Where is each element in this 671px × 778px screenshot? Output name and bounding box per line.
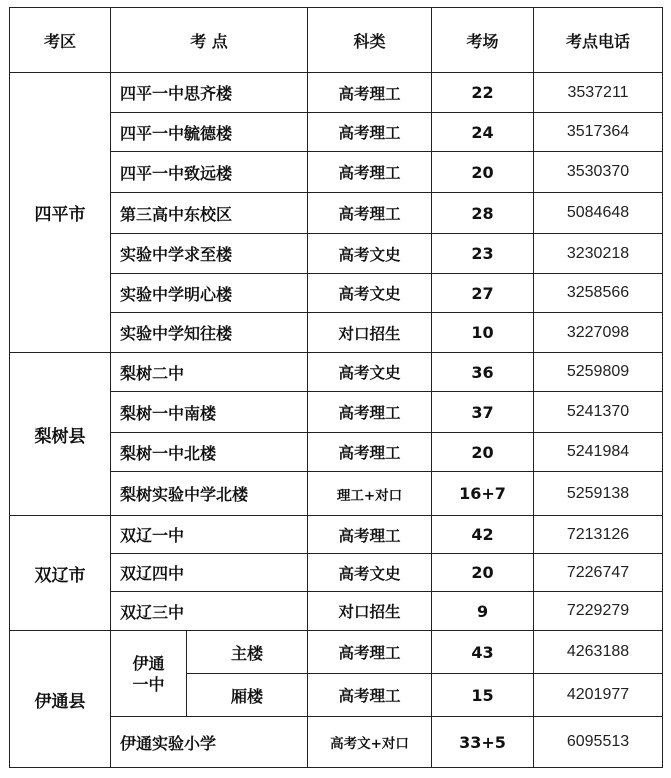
rooms-cell: 10 (432, 313, 534, 353)
category-cell: 高考文史 (308, 554, 432, 592)
header-row (10, 8, 663, 73)
district-cell: 双辽市 (10, 516, 111, 631)
category-cell: 高考理工 (308, 193, 432, 234)
category-cell: 高考理工 (308, 152, 432, 193)
header-category: 科类 (308, 8, 432, 73)
site-cell: 双辽一中 (111, 516, 308, 554)
site-cell: 四平一中思齐楼 (111, 73, 308, 113)
phone-cell: 7226747 (534, 554, 663, 592)
exam-site-table (9, 7, 663, 768)
district-cell: 梨树县 (10, 353, 111, 516)
category-cell: 高考理工 (308, 113, 432, 152)
site-cell: 梨树二中 (111, 353, 308, 392)
sub-site-cell: 厢楼 (187, 674, 308, 717)
header-rooms: 考场 (432, 8, 534, 73)
rooms-cell: 22 (432, 73, 534, 113)
site-cell: 伊通实验小学 (111, 717, 308, 768)
category-cell: 高考理工 (308, 516, 432, 554)
rooms-cell: 43 (432, 631, 534, 674)
rooms-cell: 33+5 (432, 717, 534, 768)
site-cell: 双辽四中 (111, 554, 308, 592)
header-district: 考区 (10, 8, 111, 73)
site-cell: 实验中学求至楼 (111, 234, 308, 274)
category-cell: 对口招生 (308, 592, 432, 631)
district-cell: 伊通县 (10, 631, 111, 768)
site-cell: 梨树一中北楼 (111, 433, 308, 472)
phone-cell: 3530370 (534, 152, 663, 193)
site-cell: 四平一中毓德楼 (111, 113, 308, 152)
rooms-cell: 23 (432, 234, 534, 274)
phone-cell: 4201977 (534, 674, 663, 717)
category-cell: 对口招生 (308, 313, 432, 353)
phone-cell: 3537211 (534, 73, 663, 113)
district-cell: 四平市 (10, 73, 111, 353)
site-cell: 第三高中东校区 (111, 193, 308, 234)
category-cell: 高考文史 (308, 234, 432, 274)
phone-cell: 7213126 (534, 516, 663, 554)
phone-cell: 6095513 (534, 717, 663, 768)
table-row (10, 73, 663, 113)
site-cell: 梨树实验中学北楼 (111, 472, 308, 516)
site-cell: 四平一中致远楼 (111, 152, 308, 193)
rooms-cell: 15 (432, 674, 534, 717)
rooms-cell: 36 (432, 353, 534, 392)
site-cell: 双辽三中 (111, 592, 308, 631)
phone-cell: 5241984 (534, 433, 663, 472)
phone-cell: 3230218 (534, 234, 663, 274)
rooms-cell: 28 (432, 193, 534, 234)
category-cell: 高考理工 (308, 631, 432, 674)
rooms-cell: 27 (432, 274, 534, 313)
header-site: 考 点 (111, 8, 308, 73)
phone-cell: 5241370 (534, 392, 663, 433)
rooms-cell: 20 (432, 554, 534, 592)
sub-site-name-line1: 伊通 (132, 653, 165, 673)
phone-cell: 5259809 (534, 353, 663, 392)
rooms-cell: 24 (432, 113, 534, 152)
site-cell: 梨树一中南楼 (111, 392, 308, 433)
category-cell: 高考理工 (308, 392, 432, 433)
category-cell: 高考理工 (308, 73, 432, 113)
category-cell: 理工+对口 (308, 472, 432, 516)
sub-site-name-cell (111, 631, 187, 717)
rooms-cell: 20 (432, 152, 534, 193)
sub-site-name-line2: 一中 (132, 674, 165, 694)
phone-cell: 5259138 (534, 472, 663, 516)
phone-cell: 3517364 (534, 113, 663, 152)
phone-cell: 4263188 (534, 631, 663, 674)
table-row (10, 353, 663, 392)
rooms-cell: 9 (432, 592, 534, 631)
category-cell: 高考理工 (308, 674, 432, 717)
rooms-cell: 37 (432, 392, 534, 433)
category-cell: 高考理工 (308, 433, 432, 472)
rooms-cell: 42 (432, 516, 534, 554)
category-cell: 高考文史 (308, 353, 432, 392)
sub-site-cell: 主楼 (187, 631, 308, 674)
header-phone: 考点电话 (534, 8, 663, 73)
phone-cell: 3258566 (534, 274, 663, 313)
category-cell: 高考文+对口 (308, 717, 432, 768)
phone-cell: 3227098 (534, 313, 663, 353)
phone-cell: 5084648 (534, 193, 663, 234)
site-cell: 实验中学明心楼 (111, 274, 308, 313)
phone-cell: 7229279 (534, 592, 663, 631)
category-cell: 高考文史 (308, 274, 432, 313)
table-row (10, 631, 663, 674)
site-cell: 实验中学知往楼 (111, 313, 308, 353)
table-row (10, 516, 663, 554)
rooms-cell: 20 (432, 433, 534, 472)
rooms-cell: 16+7 (432, 472, 534, 516)
